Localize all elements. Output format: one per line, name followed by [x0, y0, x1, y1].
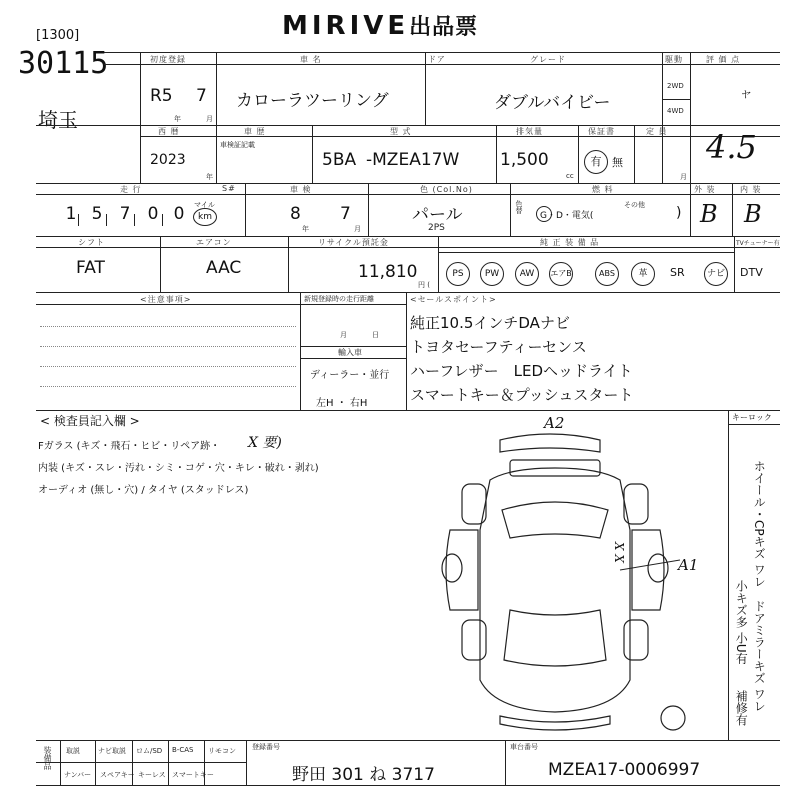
inspection-year: 8: [290, 204, 301, 224]
bottom-cell: キーレス: [138, 771, 166, 779]
label-rating: 評 価 点: [706, 55, 741, 64]
side-note: ドアミラーキズ ワレ: [752, 600, 767, 712]
color-code: 2PS: [428, 223, 445, 233]
label-tuner: TVチューナー有: [736, 240, 780, 247]
label-interior: 内 装: [740, 185, 762, 194]
mileage-digit: 0: [173, 204, 185, 224]
fuel-other: その他: [624, 201, 645, 209]
damage-a1: A1: [678, 556, 699, 574]
label-warranty: 保証書: [588, 127, 615, 136]
inspector-heading: < 検査員記入欄 >: [40, 414, 140, 428]
bottom-side-label: 装備品: [43, 746, 52, 770]
cc-unit: cc: [566, 172, 574, 180]
side-note: ホイール・CPキズ ワレ: [752, 460, 767, 588]
interior-line: 内装 (キズ・スレ・汚れ・シミ・コゲ・穴・キレ・破れ・剥れ): [38, 463, 319, 474]
drive-4wd: 4WD: [667, 107, 684, 115]
era-year: R5: [150, 86, 173, 106]
interior-grade: B: [744, 200, 762, 228]
label-year-unit: 年: [174, 115, 181, 123]
aircon: AAC: [206, 258, 242, 278]
hand-line: 左H ・ 右H: [316, 398, 368, 409]
bottom-cell: リモコン: [208, 747, 236, 755]
shift: FAT: [76, 258, 105, 278]
title-suffix: 出品票: [409, 15, 479, 40]
damage-marks: X X: [612, 542, 626, 563]
plate-number: 野田 301 ね 3717: [292, 765, 435, 785]
record-day: 日: [372, 331, 379, 339]
score-note: ヤ: [740, 90, 750, 101]
bottom-cell: ロム/SD: [136, 747, 163, 755]
mileage-digit: 0: [147, 204, 159, 224]
label-exterior: 外 装: [694, 185, 716, 194]
dealer-line: ディーラー・並行: [310, 370, 390, 381]
model-code: -MZEA17W: [366, 150, 460, 170]
sell-point: 純正10.5インチDAナビ: [410, 314, 570, 332]
equip-airbag: エアB: [549, 262, 573, 286]
bottom-cell: スペアキー: [100, 771, 135, 779]
warranty-yes: 有: [584, 150, 608, 174]
color-sub-label: 色替: [515, 200, 523, 214]
car-name: カローラツーリング: [236, 91, 389, 111]
year: 2023: [150, 152, 186, 168]
label-fuel: 燃 料: [592, 185, 614, 194]
warranty-no: 無: [612, 156, 623, 169]
car-diagram: [430, 420, 730, 740]
equip-ps: PS: [446, 262, 470, 286]
label-drive: 駆動: [665, 55, 683, 64]
color: パール: [412, 205, 463, 225]
bottom-cell: ナンバー: [64, 771, 92, 779]
side-note: 補修有: [734, 690, 749, 726]
sell-point: スマートキー＆プッシュスタート: [410, 386, 634, 404]
mileage-unit: km: [193, 208, 217, 226]
audio-line: オーディオ (無し・穴) / タイヤ (スタッドレス): [38, 485, 249, 496]
brand-logo: MIRIVE: [282, 11, 410, 41]
chassis-number: MZEA17-0006997: [548, 760, 701, 780]
label-capacity: 定 員: [646, 127, 668, 136]
label-inspection: 車 検: [290, 185, 312, 194]
label-plate: 登録番号: [252, 743, 280, 751]
label-chassis-history: 車 歴: [244, 127, 266, 136]
capacity-unit: 月: [680, 173, 687, 181]
label-mileage: 走 行: [120, 185, 142, 194]
bottom-cell: スマートキー: [172, 771, 214, 779]
damage-a2: A2: [544, 414, 565, 432]
region: 埼玉: [38, 108, 78, 132]
mileage-prefix: マイル: [194, 201, 215, 209]
glass-line: Fガラス (キズ・飛石・ヒビ・リペア跡・: [38, 441, 221, 452]
sell-point: トヨタセーフティーセンス: [410, 338, 587, 356]
mileage-digit: 5: [91, 204, 103, 224]
label-grade: グレード: [530, 55, 566, 64]
equip-leather: 革: [631, 262, 655, 286]
era-month: 7: [196, 86, 207, 106]
label-first-reg: 初度登録: [150, 55, 186, 64]
displacement: 1,500: [500, 150, 549, 170]
exterior-grade: B: [700, 200, 718, 228]
recycle-amount: 11,810: [358, 262, 418, 282]
label-recycle: リサイクル預託金: [318, 238, 389, 247]
bottom-cell: B-CAS: [172, 746, 194, 754]
sell-point: ハーフレザー LEDヘッドライト: [410, 362, 633, 380]
record-month: 月: [340, 331, 347, 339]
equip-dtv: DTV: [740, 266, 763, 279]
side-note: 小キズ多 小U有: [734, 580, 749, 665]
bottom-cell: ナビ取説: [98, 747, 126, 755]
grade: ダブルバイビー: [494, 93, 611, 113]
mileage-digit: 7: [119, 204, 131, 224]
label-chassis-no: 車台番号: [510, 743, 538, 751]
label-insp-month: 月: [354, 225, 361, 233]
lot-number: 30115: [18, 46, 109, 81]
label-month-unit: 月: [206, 115, 213, 123]
label-record: 新規登録時の走行距離: [304, 295, 374, 303]
recycle-bracket: 円 (: [418, 281, 430, 289]
label-car-name: 車 名: [300, 55, 322, 64]
label-aircon: エアコン: [196, 238, 232, 247]
equip-pw: PW: [480, 262, 504, 286]
bottom-cell: 取説: [66, 747, 80, 755]
label-year: 西 暦: [158, 127, 180, 136]
label-insp-year: 年: [302, 225, 309, 233]
equip-navi: ナビ: [704, 262, 728, 286]
label-door: ドア: [428, 55, 446, 64]
label-caution: <注意事項>: [140, 295, 192, 304]
label-sell-points: <セールスポイント>: [410, 295, 497, 304]
label-import: 輸入車: [338, 348, 362, 357]
score: 4.5: [706, 128, 757, 166]
label-equipment: 純 正 装 備 品: [540, 238, 600, 247]
equip-sr: SR: [670, 266, 685, 279]
fuel-options: G・D・電気(: [540, 211, 594, 221]
label-year-unit-2: 年: [206, 173, 213, 181]
label-shift: シフト: [78, 238, 105, 247]
label-color: 色 (Col.No): [420, 185, 473, 194]
inspection-month: 7: [340, 204, 351, 224]
chassis-note: 車検証記載: [220, 141, 255, 149]
lot-bracket: [1300]: [36, 28, 80, 43]
equip-abs: ABS: [595, 262, 619, 286]
fuel-close: ): [676, 205, 682, 221]
form-title: [282, 10, 478, 41]
drive-2wd: 2WD: [667, 82, 684, 90]
label-keylock: キーロック: [732, 413, 772, 422]
label-displacement: 排気量: [516, 127, 543, 136]
model-prefix: 5BA: [322, 150, 357, 170]
equip-aw: AW: [515, 262, 539, 286]
label-model: 型 式: [390, 127, 412, 136]
glass-mark: X 要): [248, 435, 282, 451]
mileage-digit: 1: [65, 204, 77, 224]
label-sharp: S#: [222, 184, 236, 193]
